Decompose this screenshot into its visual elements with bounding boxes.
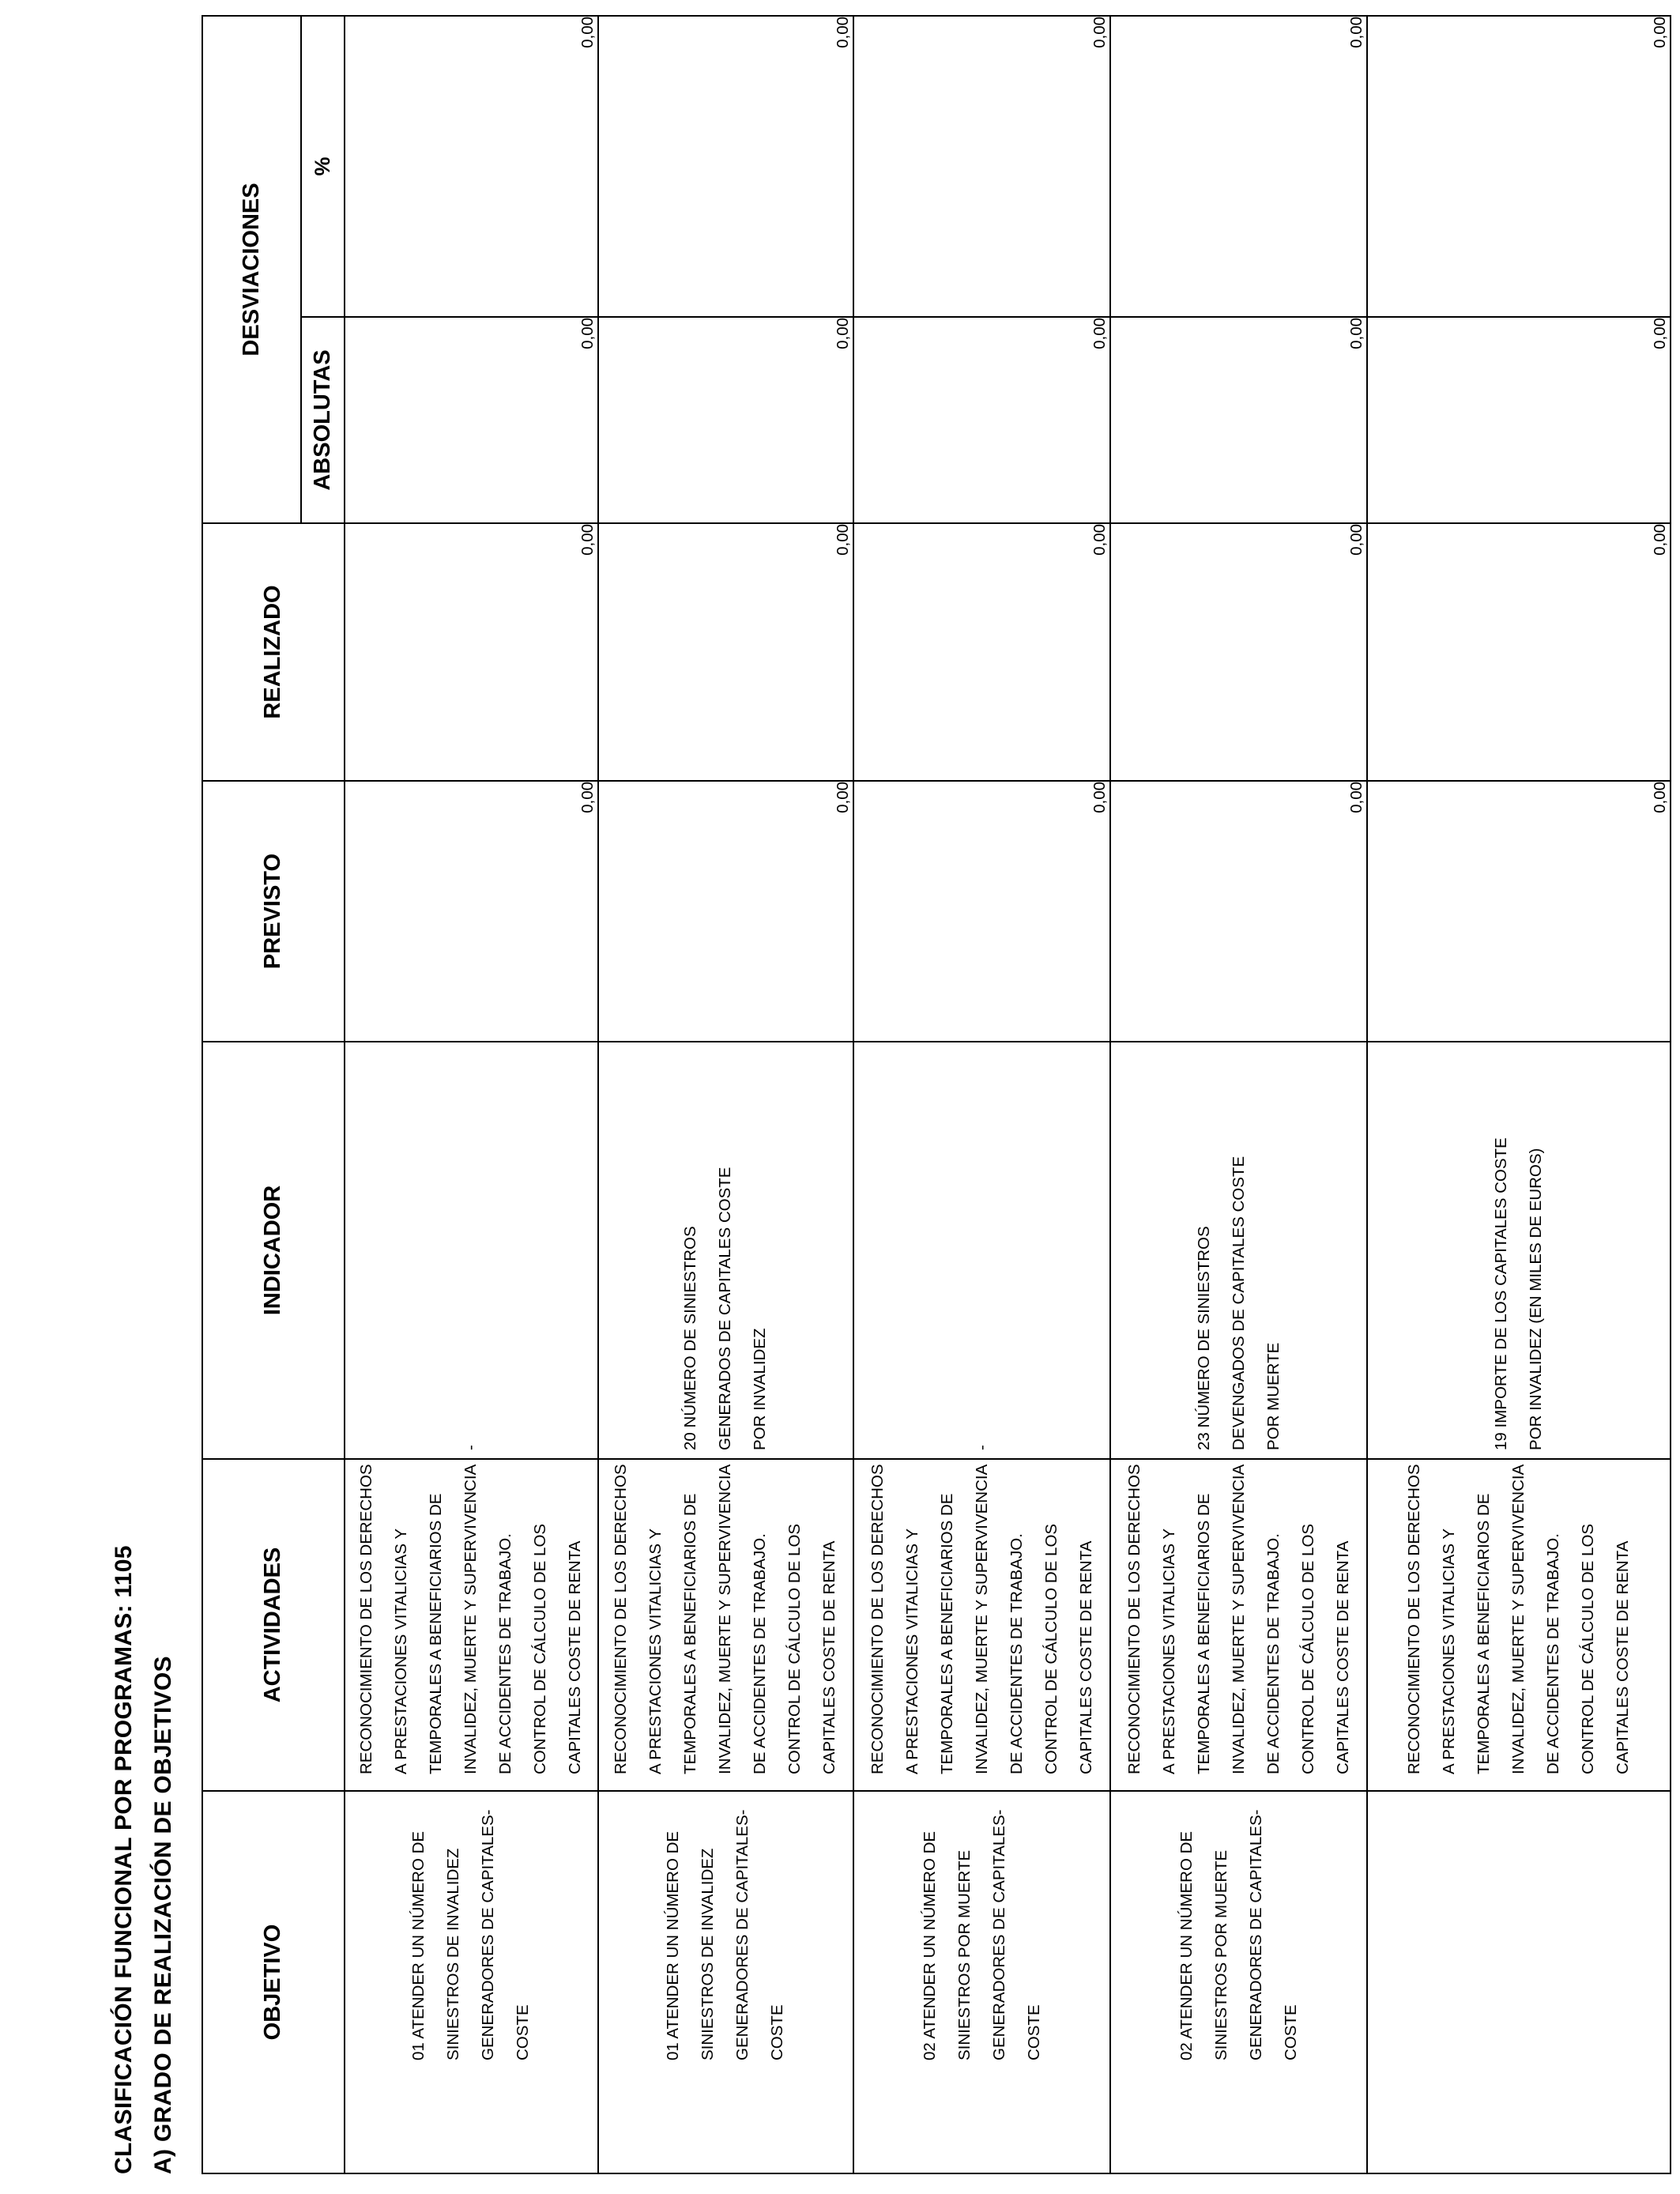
column-header-realizado: REALIZADO bbox=[202, 523, 345, 781]
cell-objetivo-text: 02 ATENDER UN NÚMERO DE SINIESTROS POR MUERTE GENERADORES DE CAPITALES-COSTE bbox=[920, 1809, 1043, 2060]
cell-previsto: 0,00 bbox=[1367, 781, 1671, 1042]
cell-porcentaje: 0,00 bbox=[1367, 16, 1671, 317]
cell-absolutas: 0,00 bbox=[598, 317, 853, 523]
cell-actividades bbox=[598, 1459, 853, 1791]
table-row bbox=[1110, 16, 1367, 2173]
cell-indicador-text: 20 NÚMERO DE SINIESTROS GENERADOS DE CAPITALES COSTE POR INVALIDEZ bbox=[681, 1167, 770, 1450]
cell-objetivo bbox=[345, 1791, 598, 2173]
cell-objetivo-text: 01 ATENDER UN NÚMERO DE SINIESTROS DE INVALIDEZ GENERADORES DE CAPITALES-COSTE bbox=[409, 1809, 533, 2060]
cell-absolutas: 0,00 bbox=[345, 317, 598, 523]
cell-actividades-text: RECONOCIMIENTO DE LOS DERECHOS A PRESTACIONES VITALICIAS Y TEMPORALES A BENEFICIARIOS DE INVALIDEZ, MUERTE Y SUPERVIVENCIA DE ACCIDENTES DE TRABAJO. CONTROL DE CÁLCULO DE LOS CAPITALES COSTE DE RENTA bbox=[612, 1464, 839, 1774]
header-row-top bbox=[202, 16, 301, 2173]
cell-realizado: 0,00 bbox=[345, 523, 598, 781]
cell-indicador-text: - bbox=[972, 1445, 991, 1450]
cell-actividades bbox=[853, 1459, 1110, 1791]
cell-porcentaje: 0,00 bbox=[853, 16, 1110, 317]
cell-porcentaje: 0,00 bbox=[1110, 16, 1367, 317]
cell-actividades bbox=[345, 1459, 598, 1791]
cell-actividades-text: RECONOCIMIENTO DE LOS DERECHOS A PRESTACIONES VITALICIAS Y TEMPORALES A BENEFICIARIOS DE INVALIDEZ, MUERTE Y SUPERVIVENCIA DE ACCIDENTES DE TRABAJO. CONTROL DE CÁLCULO DE LOS CAPITALES COSTE DE RENTA bbox=[868, 1464, 1095, 1774]
cell-actividades-text: RECONOCIMIENTO DE LOS DERECHOS A PRESTACIONES VITALICIAS Y TEMPORALES A BENEFICIARIOS DE INVALIDEZ, MUERTE Y SUPERVIVENCIA DE ACCIDENTES DE TRABAJO. CONTROL DE CÁLCULO DE LOS CAPITALES COSTE DE RENTA bbox=[357, 1464, 585, 1774]
column-header-desviaciones: DESVIACIONES bbox=[202, 16, 301, 523]
cell-realizado: 0,00 bbox=[598, 523, 853, 781]
document-subtitle: A) GRADO DE REALIZACIÓN DE OBJETIVOS bbox=[150, 1656, 176, 2174]
column-header-previsto: PREVISTO bbox=[202, 781, 345, 1042]
cell-absolutas: 0,00 bbox=[853, 317, 1110, 523]
column-header-absolutas: ABSOLUTAS bbox=[301, 317, 345, 523]
cell-objetivo-text: 01 ATENDER UN NÚMERO DE SINIESTROS DE INVALIDEZ GENERADORES DE CAPITALES-COSTE bbox=[664, 1809, 787, 2060]
cell-indicador bbox=[1367, 1042, 1671, 1459]
cell-previsto: 0,00 bbox=[598, 781, 853, 1042]
cell-indicador bbox=[853, 1042, 1110, 1459]
column-header-actividades: ACTIVIDADES bbox=[202, 1459, 345, 1791]
cell-realizado: 0,00 bbox=[1367, 523, 1671, 781]
cell-indicador bbox=[1110, 1042, 1367, 1459]
cell-objetivo bbox=[1367, 1791, 1671, 2173]
table-body bbox=[345, 16, 1671, 2173]
document-title: CLASIFICACIÓN FUNCIONAL POR PROGRAMAS: 1105 bbox=[111, 1545, 137, 2174]
cell-objetivo bbox=[853, 1791, 1110, 2173]
cell-absolutas: 0,00 bbox=[1110, 317, 1367, 523]
cell-previsto: 0,00 bbox=[1110, 781, 1367, 1042]
cell-objetivo-text: 02 ATENDER UN NÚMERO DE SINIESTROS POR MUERTE GENERADORES DE CAPITALES-COSTE bbox=[1177, 1809, 1300, 2060]
table-row bbox=[1367, 16, 1671, 2173]
cell-porcentaje: 0,00 bbox=[598, 16, 853, 317]
cell-porcentaje: 0,00 bbox=[345, 16, 598, 317]
table-row bbox=[853, 16, 1110, 2173]
cell-actividades-text: RECONOCIMIENTO DE LOS DERECHOS A PRESTACIONES VITALICIAS Y TEMPORALES A BENEFICIARIOS DE INVALIDEZ, MUERTE Y SUPERVIVENCIA DE ACCIDENTES DE TRABAJO. CONTROL DE CÁLCULO DE LOS CAPITALES COSTE DE RENTA bbox=[1124, 1464, 1352, 1774]
cell-previsto: 0,00 bbox=[345, 781, 598, 1042]
cell-actividades bbox=[1110, 1459, 1367, 1791]
cell-actividades bbox=[1367, 1459, 1671, 1791]
cell-indicador-text: 19 IMPORTE DE LOS CAPITALES COSTE POR INVALIDEZ (EN MILES DE EUROS) bbox=[1492, 1137, 1546, 1450]
column-header-porcentaje: % bbox=[301, 16, 345, 317]
cell-indicador bbox=[598, 1042, 853, 1459]
cell-indicador-text: 23 NÚMERO DE SINIESTROS DEVENGADOS DE CAPITALES COSTE POR MUERTE bbox=[1194, 1155, 1283, 1450]
cell-actividades-text: RECONOCIMIENTO DE LOS DERECHOS A PRESTACIONES VITALICIAS Y TEMPORALES A BENEFICIARIOS DE INVALIDEZ, MUERTE Y SUPERVIVENCIA DE ACCIDENTES DE TRABAJO. CONTROL DE CÁLCULO DE LOS CAPITALES COSTE DE RENTA bbox=[1405, 1464, 1633, 1774]
cell-previsto: 0,00 bbox=[853, 781, 1110, 1042]
table-row bbox=[598, 16, 853, 2173]
cell-realizado: 0,00 bbox=[1110, 523, 1367, 781]
cell-indicador bbox=[345, 1042, 598, 1459]
cell-objetivo bbox=[1110, 1791, 1367, 2173]
cell-indicador-text: - bbox=[461, 1445, 480, 1450]
cell-objetivo bbox=[598, 1791, 853, 2173]
table-row bbox=[345, 16, 598, 2173]
column-header-indicador: INDICADOR bbox=[202, 1042, 345, 1459]
column-header-objetivo: OBJETIVO bbox=[202, 1791, 345, 2173]
cell-realizado: 0,00 bbox=[853, 523, 1110, 781]
cell-absolutas: 0,00 bbox=[1367, 317, 1671, 523]
objectives-table bbox=[202, 15, 1671, 2174]
